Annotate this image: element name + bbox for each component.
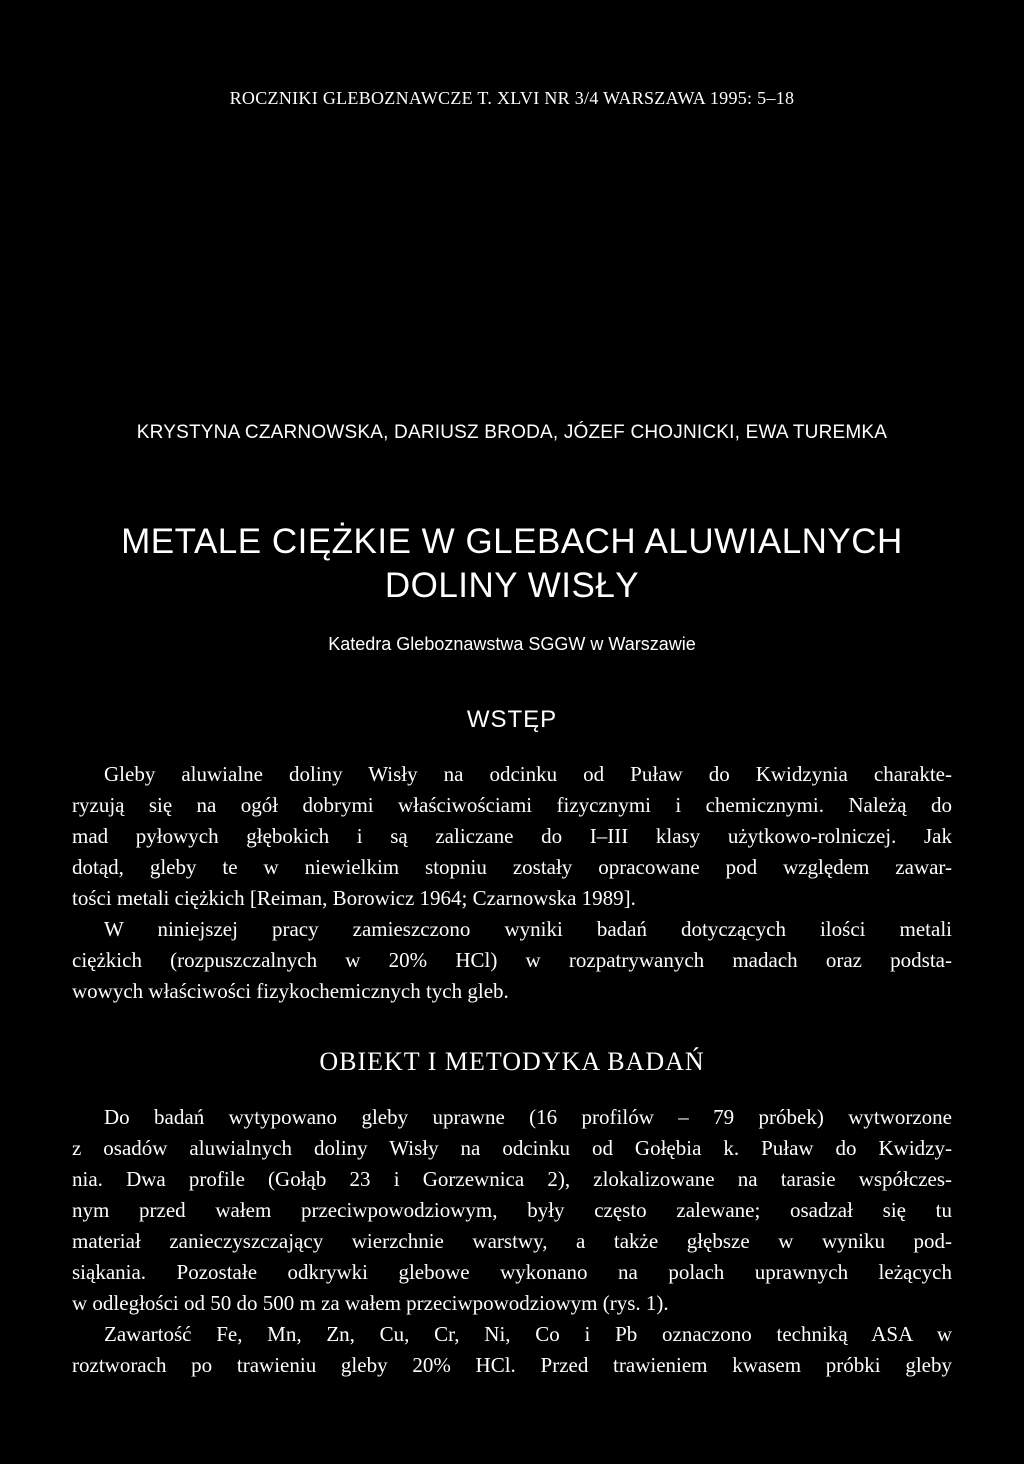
section-heading-methods: OBIEKT I METODYKA BADAŃ (319, 1047, 705, 1076)
affiliation: Katedra Gleboznawstwa SGGW w Warszawie (328, 634, 696, 654)
text-line: tości metali ciężkich [Reiman, Borowicz 1964; Czarnowska 1989]. (72, 886, 636, 910)
text-line: Zawartość Fe, Mn, Zn, Cu, Cr, Ni, Co i Pb oznaczono techniką ASA w (104, 1322, 952, 1346)
text-line: siąkania. Pozostałe odkrywki glebowe wykonano na polach uprawnych leżących (72, 1260, 952, 1284)
journal-header: ROCZNIKI GLEBOZNAWCZE T. XLVI NR 3/4 WARSZAWA 1995: 5–18 (229, 88, 795, 108)
text-line: nym przed wałem przeciwpowodziowym, były często zalewane; osadzał się tu (72, 1198, 952, 1222)
article-title (0, 520, 1024, 608)
authors: KRYSTYNA CZARNOWSKA, DARIUSZ BRODA, JÓZEF CHOJNICKI, EWA TUREMKA (136, 422, 888, 443)
text-line: roztworach po trawieniu gleby 20% HCl. Przed trawieniem kwasem próbki gleby (72, 1353, 952, 1377)
text-line: mad pyłowych głębokich i są zaliczane do I–III klasy użytkowo-rolniczej. Jak (72, 824, 952, 848)
text-line: ryzują się na ogół dobrymi właściwościami fizycznymi i chemicznymi. Należą do (72, 793, 952, 817)
article-title-line-2: DOLINY WISŁY (384, 566, 640, 605)
text-line: nia. Dwa profile (Gołąb 23 i Gorzewnica 2), zlokalizowane na tarasie współczes- (72, 1167, 952, 1191)
text-line: materiał zanieczyszczający wierzchnie warstwy, a także głębsze w wyniku pod- (72, 1229, 952, 1253)
text-line: wowych właściwości fizykochemicznych tych gleb. (72, 979, 509, 1003)
section-body-methods (72, 1102, 952, 1381)
text-line: z osadów aluwialnych doliny Wisły na odcinku od Gołębia k. Puław do Kwidzy- (72, 1136, 952, 1160)
section-heading-introduction: WSTĘP (466, 706, 558, 733)
text-line: w odległości od 50 do 500 m za wałem przeciwpowodziowym (rys. 1). (72, 1291, 669, 1315)
text-line: dotąd, gleby te w niewielkim stopniu zostały opracowane pod względem zawar- (72, 855, 952, 879)
text-line: Do badań wytypowano gleby uprawne (16 profilów – 79 próbek) wytworzone (104, 1105, 952, 1129)
text-line: ciężkich (rozpuszczalnych w 20% HCl) w rozpatrywanych madach oraz podsta- (72, 948, 952, 972)
text-line: W niniejszej pracy zamieszczono wyniki badań dotyczących ilości metali (104, 917, 952, 941)
article-title-line-1: METALE CIĘŻKIE W GLEBACH ALUWIALNYCH (121, 522, 903, 561)
text-line: Gleby aluwialne doliny Wisły na odcinku od Puław do Kwidzynia charakte- (104, 762, 952, 786)
section-body-introduction (72, 759, 952, 1007)
